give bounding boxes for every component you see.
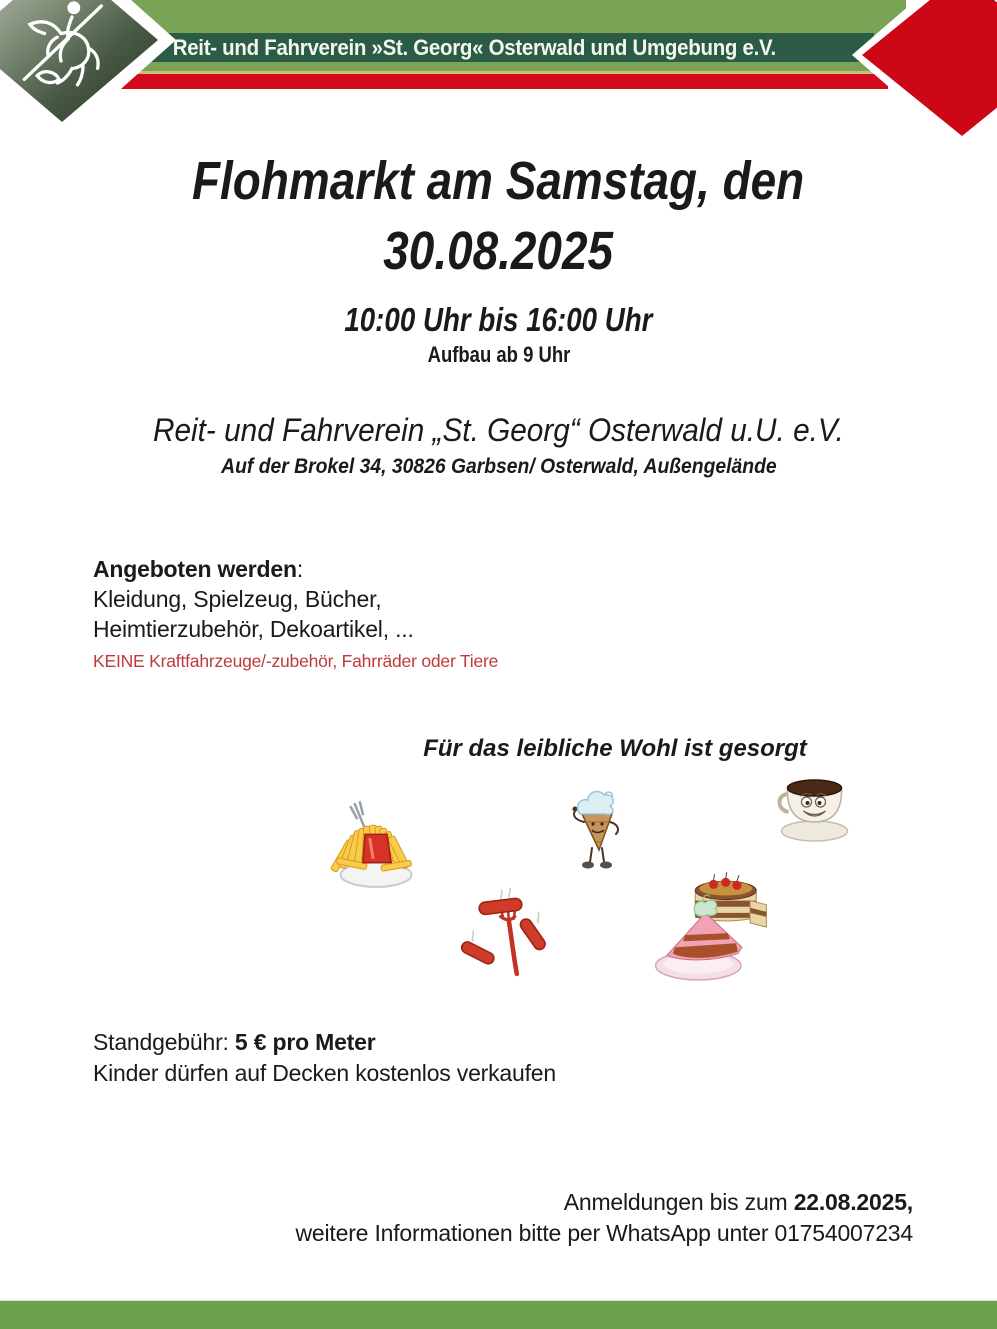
logo-diamond-inner [0,0,158,122]
registration-section [296,1187,913,1249]
st-georg-rider-icon [6,0,116,94]
banner-band-dark-green [74,33,874,62]
setup-time: Aufbau ab 9 Uhr [427,342,570,367]
fees-section [93,1027,556,1089]
page-title-date: 30.08.2025 [383,221,614,281]
footer-green-bar [0,1300,997,1329]
club-name-banner: Reit- und Fahrverein »St. Georg« Osterwald und Umgebung e.V. [172,35,776,60]
french-fries-icon [328,798,420,899]
venue-address: Auf der Brokel 34, 30826 Garbsen/ Osterwald, Außengelände [220,455,777,478]
offers-items-line2: Heimtierzubehör, Dekoartikel, ... [93,616,414,642]
banner-band-red [58,74,888,89]
opening-hours: 10:00 Uhr bis 16:00 Uhr [344,301,653,338]
venue-name: Reit- und Fahrverein „St. Georg“ Osterwald u.U. e.V. [153,412,844,448]
coffee-cup-icon [770,768,856,851]
catering-caption: Für das leibliche Wohl ist gesorgt [423,735,807,762]
registration-deadline-line: Anmeldungen bis zum 22.08.2025, [563,1189,913,1215]
sausages-on-fork-icon [452,888,550,985]
offers-items-line1: Kleidung, Spielzeug, Bücher, [93,586,382,612]
offers-restriction: KEINE Kraftfahrzeuge/-zubehör, Fahrräder oder Tiere [93,651,499,671]
cake-icon [652,862,770,991]
kids-note: Kinder dürfen auf Decken kostenlos verkaufen [93,1060,556,1086]
offers-section [93,554,498,672]
page-title-line1: Flohmarkt am Samstag, den [192,151,805,211]
registration-info-line: weitere Informationen bitte per WhatsApp unter 01754007234 [295,1220,913,1246]
rider-head [67,1,80,14]
stand-fee-line: Standgebühr: 5 € pro Meter [93,1029,376,1055]
offers-heading: Angeboten werden: [93,556,304,582]
ice-cream-cone-icon [566,786,628,881]
